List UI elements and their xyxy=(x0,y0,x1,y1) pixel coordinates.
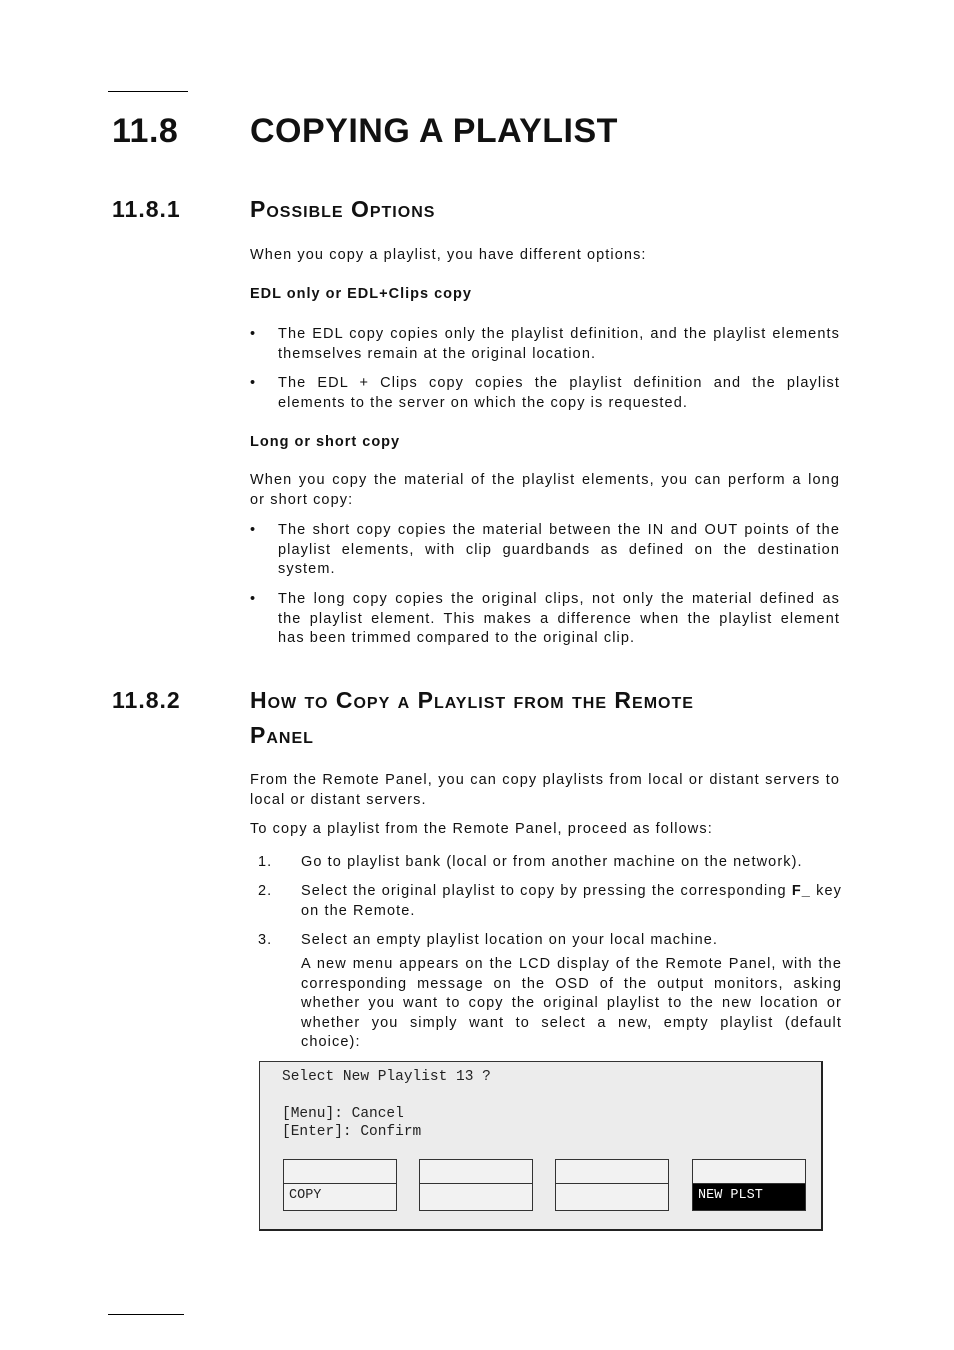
remote-procedure-intro: To copy a playlist from the Remote Panel, proceed as follows: xyxy=(250,821,713,837)
remote-intro: From the Remote Panel, you can copy playlists from local or distant servers to local or distant servers. xyxy=(250,772,840,808)
long-short-intro: When you copy the material of the playlist elements, you can perform a long or short copy: xyxy=(250,472,840,508)
step-text: Select an empty playlist location on your local machine. xyxy=(301,932,719,948)
long-short-heading: Long or short copy xyxy=(250,434,401,450)
step-number: 3. xyxy=(258,932,273,948)
lcd-line-1: Select New Playlist 13 ? xyxy=(282,1069,491,1085)
bullet-icon: • xyxy=(250,522,257,538)
bullet-icon: • xyxy=(250,375,257,391)
bullet-icon: • xyxy=(250,326,257,342)
lcd-key-divider xyxy=(284,1183,396,1184)
lcd-line-3: [Enter]: Confirm xyxy=(282,1124,422,1140)
bullet-text: The EDL copy copies only the playlist definition, and the playlist elements themselves remain at the original location. xyxy=(278,326,840,362)
subsection-number-1: 11.8.1 xyxy=(112,196,181,222)
bullet-text: The short copy copies the material between the IN and OUT points of the playlist elements, with clip guardbands as defined on the destination system. xyxy=(278,522,840,577)
lcd-key-copy xyxy=(283,1159,397,1211)
bullet-icon: • xyxy=(250,591,257,607)
lcd-key-empty-2 xyxy=(419,1159,533,1211)
bullet-text: The EDL + Clips copy copies the playlist definition and the playlist elements to the server on which the copy is requested. xyxy=(278,375,840,411)
lcd-key-label: COPY xyxy=(289,1188,322,1203)
section-title: COPYING A PLAYLIST xyxy=(250,112,618,150)
lcd-key-empty-3 xyxy=(555,1159,669,1211)
lcd-key-new-plst xyxy=(692,1159,806,1211)
step-text: Go to playlist bank (local or from another machine on the network). xyxy=(301,854,803,870)
edl-heading: EDL only or EDL+Clips copy xyxy=(250,286,472,302)
footer-rule xyxy=(108,1314,184,1315)
lcd-line-2: [Menu]: Cancel xyxy=(282,1106,404,1122)
step-text-part: key on the Remote. xyxy=(301,883,843,919)
step-note-text: A new menu appears on the LCD display of the Remote Panel, with the corresponding message on the OSD of the output monitors, asking whether you want to copy the original playlist to the new location or whether you simply want to select a new, empty playlist (default choice): xyxy=(301,956,842,1050)
lcd-key-divider xyxy=(420,1183,532,1184)
lcd-key-divider xyxy=(556,1183,668,1184)
bullet-text: The long copy copies the original clips, not only the material defined as the playlist element. This makes a difference when the playlist element has been trimmed compared to the original clip. xyxy=(278,591,840,646)
subsection-number-2: 11.8.2 xyxy=(112,687,181,713)
subsection-title-1: Possible Options xyxy=(250,196,436,222)
step-text-part: Select the original playlist to copy by pressing the corresponding xyxy=(301,883,792,899)
options-intro: When you copy a playlist, you have different options: xyxy=(250,247,647,263)
function-key-label: F_ xyxy=(791,883,811,899)
lcd-key-label: NEW PLST xyxy=(698,1188,763,1203)
subsection-title-2: How to Copy a Playlist from the Remote xyxy=(250,687,694,713)
header-rule xyxy=(108,91,188,92)
step-text xyxy=(301,882,842,921)
lcd-display xyxy=(259,1061,823,1231)
step-number: 2. xyxy=(258,883,273,899)
subsection-title-2-cont: Panel xyxy=(250,722,314,748)
section-number: 11.8 xyxy=(112,112,179,150)
step-number: 1. xyxy=(258,854,273,870)
